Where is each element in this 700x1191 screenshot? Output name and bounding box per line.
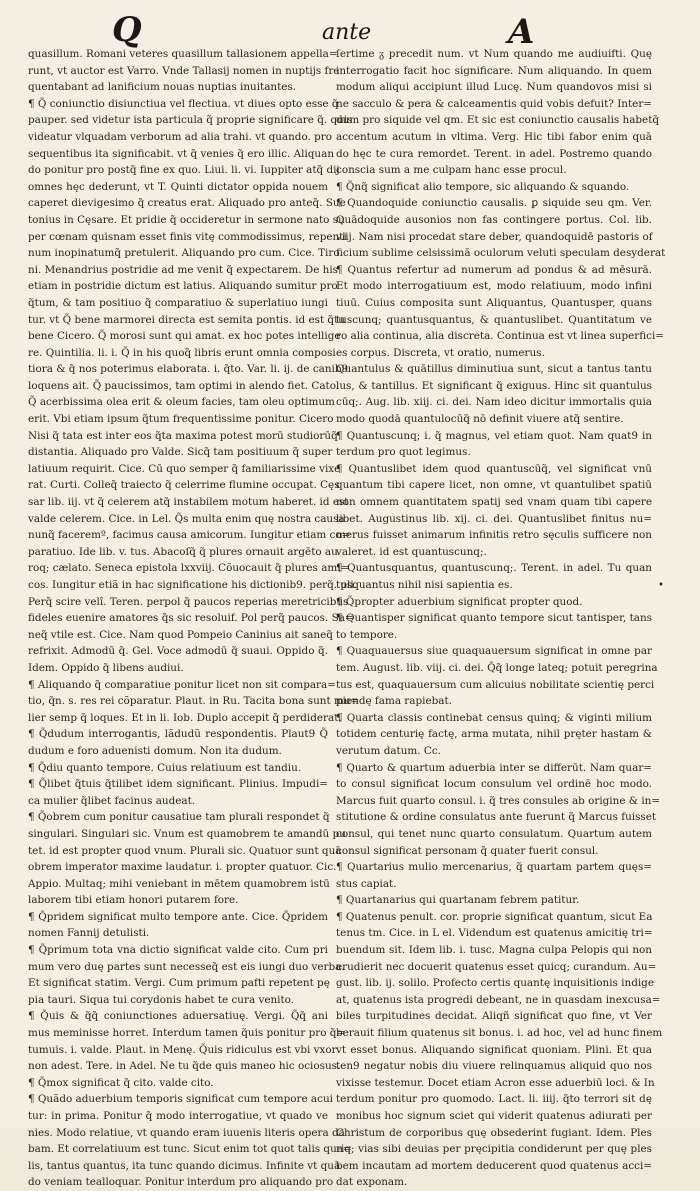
text-line: monibus hoc signum sciet qui viderit quatenus adiurati per <box>336 1110 652 1122</box>
text-line: cos. Iungitur etiã in hac significatione his dictionib9. perq̃. pli. <box>28 579 357 591</box>
text-line: terdum pro quot legimus. <box>336 446 471 459</box>
text-line: Nisi q̃ tata est inter eos q̃ta maxima potest morū studiorūq̃ <box>28 429 338 442</box>
text-line: do ponitur pro postq̃ fine ex quo. Liui. li. vi. Iuppiter atq̃ dij <box>28 164 340 177</box>
text-line: valeret. id est quantuscunq;. <box>336 545 487 558</box>
text-line: fideles euenire amatores q̃s sic resoluif. Pol perq̃ paucos. Sa= <box>28 612 354 625</box>
text-line: Marcus fuit quarto consul. i. q̃ tres consules ab origine & in= <box>336 794 661 807</box>
text-line: ten9 negatur nobis diu viuere relinquamus aliquid quo nos <box>336 1060 652 1073</box>
text-line: Et modo interrogatiuum est, modo relatiuum, modo infini <box>336 280 652 293</box>
text-line: Idem. Oppido q̃ libens audiui. <box>28 661 184 674</box>
text-line: tumuis. i. valde. Plaut. in Menę. Q̃uis ridiculus est vbi vxor <box>28 1043 337 1056</box>
text-line: ſertime ᵹ precedit num. vt Num quando me audiuifti. Quę <box>336 48 652 60</box>
text-line: conscia sum a me culpam hanc esse procul. <box>336 164 567 177</box>
text-line: ¶ Q̃primum tota vna dictio significat valde cito. Cum pri <box>28 944 328 957</box>
text-line: vixisse testemur. Docet etiam Acron esse aduerbiū loci. & In <box>336 1076 655 1089</box>
text-line: etiam in postridie dictum est latius. Aliquando sumitur pro <box>28 280 338 293</box>
text-line: tiora & q̃ nos poterimus elaborata. i. q̃to. Var. li. ij. de canib9 <box>28 363 349 376</box>
text-line: distantia. Aliquado pro Valde. Sicq̃ tam positiuum q̃ super <box>28 446 333 459</box>
text-line: consul significat personam q̃ quater fuerit consul. <box>336 844 599 857</box>
text-line: per cœnam quisnam esset finis vitę commodissimus, repenti <box>28 230 347 243</box>
text-line: refrixit. Admodū q̃. Gel. Voce admodū q̃ suaui. Oppido q̃. <box>28 645 328 658</box>
text-line: nomen Fannij detulisti. <box>28 927 150 940</box>
text-line: quasillum. Romani veteres quasillum tallasionem appella= <box>28 48 338 60</box>
text-line: Q̃ acerbissima olea erit & oleum facies, tam oleu optimum <box>28 396 335 409</box>
right-text-column <box>336 46 666 1189</box>
text-line: ni. Menandrius postridie ad me venit q̃ expectarem. De his <box>28 263 339 276</box>
text-line: loquens ait. Q̃ paucissimos, tam optimi in alendo fiet. Cato. <box>28 379 340 392</box>
text-line: ¶ Quantuscunq; i. q̃ magnus, vel etiam quot. Nam quat9 in <box>336 429 652 442</box>
text-line: ¶ Quandoquide coniunctio causalis. ꝑ siquide seu qm. Ver. <box>336 197 652 210</box>
text-line: verutum datum. Cc. <box>336 744 441 757</box>
page-header <box>0 10 700 50</box>
text-line: ¶ Quantisper significat quanto tempore sicut tantisper, tans <box>336 612 652 625</box>
text-line: cūq;. Aug. lib. xiij. ci. dei. Nam ideo dicitur immortalis quia <box>336 396 652 409</box>
text-line: paratiuo. Ide lib. v. tus. Abacoſq̃ q̃ plures ornauit argēto au <box>28 545 338 558</box>
text-line: viij. Nam nisi procedat stare deber, quandoquidē pastoris of <box>336 230 653 243</box>
margin-mark: • <box>658 580 664 591</box>
text-line: ¶ Q̃nq̃ significat alio tempore, sic aliquando & squando. <box>336 180 630 193</box>
text-line: lus, & tantillus. Et significant q̃ exiguus. Hinc sit quantulus <box>336 379 652 392</box>
text-line: latiuum requirit. Cice. Cū quo semper q̃ familiarissime vixe <box>28 462 341 475</box>
text-line: sar lib. iij. vt q̃ celerem atq̃ instabilem motum haberet. id est <box>28 496 349 509</box>
text-line: roq; cælato. Seneca epistola lxxviij. Cõuocauit q̃ plures ami= <box>28 562 350 575</box>
text-line: dudum e foro aduenisti domum. Non ita dudum. <box>28 744 282 757</box>
text-line: at, quatenus ista progredi debeant, ne in quasdam inexcusa= <box>336 993 661 1006</box>
text-line: do hęc te cura remordet. Terent. in adel. Postremo quando <box>336 147 652 160</box>
text-line: ¶ Quatenus penult. cor. proprie significat quantum, sicut Ea <box>336 910 653 923</box>
text-line: quentabant ad lanificium nouas nuptias inuitantes. <box>28 81 297 94</box>
text-line: mus meminisse horret. Interdum tamen q̃uis ponitur pro q̃= <box>28 1027 346 1040</box>
text-line: ¶ Q̃libet q̃tuis q̃tilibet idem significant. Plinius. Impudi= <box>28 778 328 791</box>
text-line: quantum tibi capere licet, non omne, vt quantulibet spatiū <box>336 479 652 492</box>
text-line: nies. Modo relatiue, vt quando eram iuuenis literis opera da <box>28 1126 345 1139</box>
text-line: videatur vlquadam verborum ad alia trahi. vt quando. pro <box>28 130 332 143</box>
text-line: ro alia continua, alia discreta. Continua est vt linea superfici= <box>336 330 665 343</box>
text-line: obrem imperator maxime laudatur. i. propter quatuor. Cic. <box>28 861 337 874</box>
text-line: lier semp q̃ loques. Et in li. Iob. Duplo accepit q̃ perdiderat. <box>28 711 342 724</box>
text-line: Appio. Multaq; mihi veniebant in mētem quamobrem istū <box>28 877 330 890</box>
text-line: dum pro siquide vel qm. Et sic est coniunctio causalis habetq̃ <box>336 114 660 127</box>
text-line: merus fuisset animarum infinitis retro sęculis sufficere non <box>336 529 652 542</box>
text-line: mum vero duę partes sunt necesseq̃ est eis iungi duo verba. <box>28 960 345 973</box>
text-line: dat exponam. <box>336 1176 408 1189</box>
text-line: tus est, quaquauersum cum alicuius nobilitate scientię perci <box>336 678 655 691</box>
text-line: terdum ponitur pro quomodo. Lact. li. iiij. q̃to terrori sit dę <box>336 1093 652 1106</box>
text-line: berauit filium quatenus sit bonus. i. ad hoc, vel ad hunc finem <box>336 1027 663 1040</box>
text-line: lis, tantus quantus, ita tunc quando dicimus. Infinite vt quā <box>28 1159 341 1172</box>
text-line: bam. Et correlatiuum est tunc. Sicut enim tot quot talis qua= <box>28 1143 352 1156</box>
text-line: nunq̃ faceremº, facimus causa amicorum. Iungitur etiam co= <box>28 529 351 542</box>
text-line: to consul significat locum consulum vel ordinē hoc modo. <box>336 778 652 791</box>
text-line: num inopinatumq̃ pretulerit. Aliquando pro cum. Cice. Tiro <box>28 247 340 260</box>
text-line: interrogatio facit hoc significare. Num aliquando. In quem <box>336 64 652 77</box>
text-line: Perq̃ scire velî. Teren. perpol q̃ paucos reperias meretricibus <box>28 595 349 608</box>
text-line: buendum sit. Idem lib. i. tusc. Magna culpa Pelopis qui non <box>336 944 652 957</box>
text-line: neq̃ vtile est. Cice. Nam quod Pompeio Caninius ait saneq̃ <box>28 628 333 641</box>
text-line: es corpus. Discreta, vt oratio, numerus. <box>336 346 545 359</box>
text-line: libet. Augustinus lib. xij. ci. dei. Quantuslibet finitus nu= <box>336 512 652 525</box>
text-line: tenus tm. Cice. in L el. Videndum est quatenus amicitię tri= <box>336 927 653 940</box>
text-line: caperet dievigesimo q̃ creatus erat. Aliquado pro anteq̃. Sue <box>28 197 346 210</box>
right-initial: A <box>508 12 535 52</box>
text-line: Et significat statim. Vergi. Cum primum pafti repetent pę <box>28 977 330 990</box>
text-line: modo quodā quantulocūq̃ nō definit viuere atq̃ sentire. <box>336 413 624 426</box>
text-line: tusquantus nihil nisi sapientia es. <box>336 579 513 591</box>
text-line: tur. vt Q̃ bene marmorei directa est semita pontis. id est q̃tu <box>28 313 345 326</box>
text-line: tet. id est propter quod vnum. Plurali sic. Quatuor sunt quā <box>28 844 342 857</box>
text-line: biles turpitudines decidat. Aliqñ significat quo fine, vt Ver <box>336 1010 652 1023</box>
text-line: laborem tibi etiam honori putarem fore. <box>28 894 239 907</box>
text-line: re. Quintilia. li. i. Q̃ in his quoq̃ libris erunt omnia composi <box>28 346 336 359</box>
text-line: ¶ Quartanarius qui quartanam febrem patitur. <box>336 894 580 907</box>
text-line: ¶ Quantus refertur ad numerum ad pondus & ad mēsurā. <box>336 263 652 276</box>
text-line: Christum de corporibus quę obsederint fugiant. Idem. Ples <box>336 1126 652 1139</box>
text-line: Quādoquide ausonios non fas contingere portus. Col. lib. <box>336 213 652 226</box>
text-line: sequentibus ita significabit. vt q̃ venies q̃ ero illic. Aliquan <box>28 147 335 160</box>
text-line: vt esset bonus. Aliquando significat quoniam. Plini. Et qua <box>336 1043 652 1056</box>
text-line: to tempore. <box>336 628 398 641</box>
running-head: ante <box>322 20 372 45</box>
text-line: erit. Vbi etiam ipsum q̃tum frequentissime ponitur. Cicero <box>28 413 334 426</box>
text-line: tem. August. lib. viij. ci. dei. Q̃q̃ longe lateq; potuit peregrina <box>336 661 658 674</box>
text-line: do veniam tealloquar. Ponitur interdum pro aliquando pro <box>28 1176 334 1189</box>
text-line: ¶ Aliquando q̃ comparatiue ponitur licet non sit compara= <box>28 678 336 691</box>
text-line: non omnem quantitatem spatij sed vnam quam tibi capere <box>336 496 652 509</box>
text-line: piendę fama rapiebat. <box>336 695 452 708</box>
text-line: ¶ Quarta classis continebat census quinq; & viginti milium <box>336 711 652 724</box>
text-line: pia tauri. Siqua tui corydonis habet te cura venito. <box>28 993 295 1006</box>
text-line: stus capiat. <box>336 877 397 890</box>
text-line: Quantulus & quātillus diminutiua sunt, sicut a tantus tantu <box>336 363 652 376</box>
text-line: ¶ Q̃diu quanto tempore. Cuius relatiuum est tandiu. <box>28 761 302 774</box>
text-line: pauper. sed videtur ista particula q̃ proprie significare q̃. quis <box>28 114 353 127</box>
text-line: erudierit nec docuerit quatenus esset quicq; curandum. Au= <box>336 960 657 973</box>
text-line: ¶ Q̃propter aduerbium significat propter quod. <box>336 595 583 608</box>
text-line: accentum acutum in vltima. Verg. Hic tibi fabor enim quā <box>336 130 652 143</box>
text-line: ¶ Quartarius mulio mercenarius, q̃ quartam partem quęs= <box>336 861 652 874</box>
text-line: ¶ Quãdo aduerbium temporis significat cum tempore acui <box>28 1093 333 1106</box>
text-line: ¶ Quantusquantus, quantuscunq;. Terent. in adel. Tu quan <box>336 562 652 575</box>
text-line: ca mulier q̃libet facinus audeat. <box>28 794 196 807</box>
text-line: totidem centurię factę, arma mutata, nihil pręter hastam & <box>336 728 652 741</box>
text-line: consul, qui tenet nunc quarto consulatum. Quartum autem <box>336 827 652 840</box>
text-line: bem incautam ad mortem deducerent quod quatenus acci= <box>336 1159 652 1172</box>
text-line: ¶ Quaquauersus siue quaquauersum significat in omne par <box>336 645 652 658</box>
text-line: ¶ Quarto & quartum aduerbia inter se differūt. Nam quar= <box>336 761 652 774</box>
text-line: ¶ Q̃ coniunctio disiunctiua vel flectiua. vt diues opto esse q̃ <box>28 97 339 110</box>
text-line: runt, vt auctor est Varro. Vnde Tallasij nomen in nuptijs fre <box>28 64 340 77</box>
text-line: ne sacculo & pera & calceamentis quid vobis defuit? Inter= <box>336 97 652 110</box>
text-line: riq; vias sibi deuias per pręcipitia condiderunt per quę ples <box>336 1143 652 1156</box>
text-line: gust. lib. ij. solilo. Profecto certis quantę inquisitionis indige <box>336 977 654 990</box>
text-line: tio, q̃n. s. res rei cõparatur. Plaut. in Ru. Tacita bona sunt mu= <box>28 695 360 708</box>
text-line: ¶ Quantuslibet idem quod quantuscūq̃, vel significat vnū <box>336 462 652 475</box>
text-line: valde celerem. Cice. in Lel. Q̃s multa enim quę nostra causa <box>28 512 345 525</box>
text-line: rat. Curti. Colleq̃ traiecto q̃ celerrime flumine occupat. Cęs <box>28 479 340 492</box>
text-line: non adest. Tere. in Adel. Ne tu q̃de quis maneo hic ociosus. <box>28 1060 341 1073</box>
text-line: ¶ Q̃pridem significat multo tempore ante. Cice. Q̃pridem <box>28 910 328 923</box>
text-line: modum aliqui accipiunt illud Lucę. Num quandovos misi si <box>336 81 652 94</box>
text-line: tuscunq; quantusquantus, & quantuslibet. Quantitatum ve <box>336 313 652 326</box>
text-line: ¶ Q̃uis & q̃q̃ coniunctiones aduersatiuę. Vergi. Q̃q̃ ani <box>28 1010 328 1023</box>
text-line: ¶ Q̃dudum interrogantis, lãdudũ respondentis. Plaut9 Q̃ <box>28 728 328 741</box>
text-line: ¶ Q̃obrem cum ponitur causatiue tam plurali respondet q̃ <box>28 811 330 824</box>
text-line: tonius in Cęsare. Et pridie q̃ occideretur in sermone nato su <box>28 213 345 226</box>
text-line: ¶ Q̃mox significat q̃ cito. valde cito. <box>28 1076 214 1089</box>
text-line: tiuū. Cuius composita sunt Aliquantus, Quantusper, quans <box>336 296 652 309</box>
text-line: bene Cicero. Q̃ morosi sunt qui amat. ex hoc potes intellige <box>28 330 341 343</box>
text-line: tur: in prima. Ponitur q̃ modo interrogatiue, vt quado ve <box>28 1110 328 1122</box>
text-line: singulari. Singulari sic. Vnum est quamobrem te amandū pu <box>28 827 346 840</box>
left-text-column <box>28 46 360 1189</box>
text-line: q̃tum, & tam positiuo q̃ comparatiuo & superlatiuo iungi <box>28 296 328 309</box>
text-line: stitutione & ordine consulatus ante fuerunt q̃ Marcus fuisset <box>336 811 657 824</box>
text-line: omnes hęc dederunt, vt T. Quinti dictator oppida nouem <box>28 180 328 193</box>
left-initial: Q <box>112 10 142 50</box>
text-line: ficium sublime celsissimā oculorum veluti speculam desyderat <box>336 247 666 260</box>
